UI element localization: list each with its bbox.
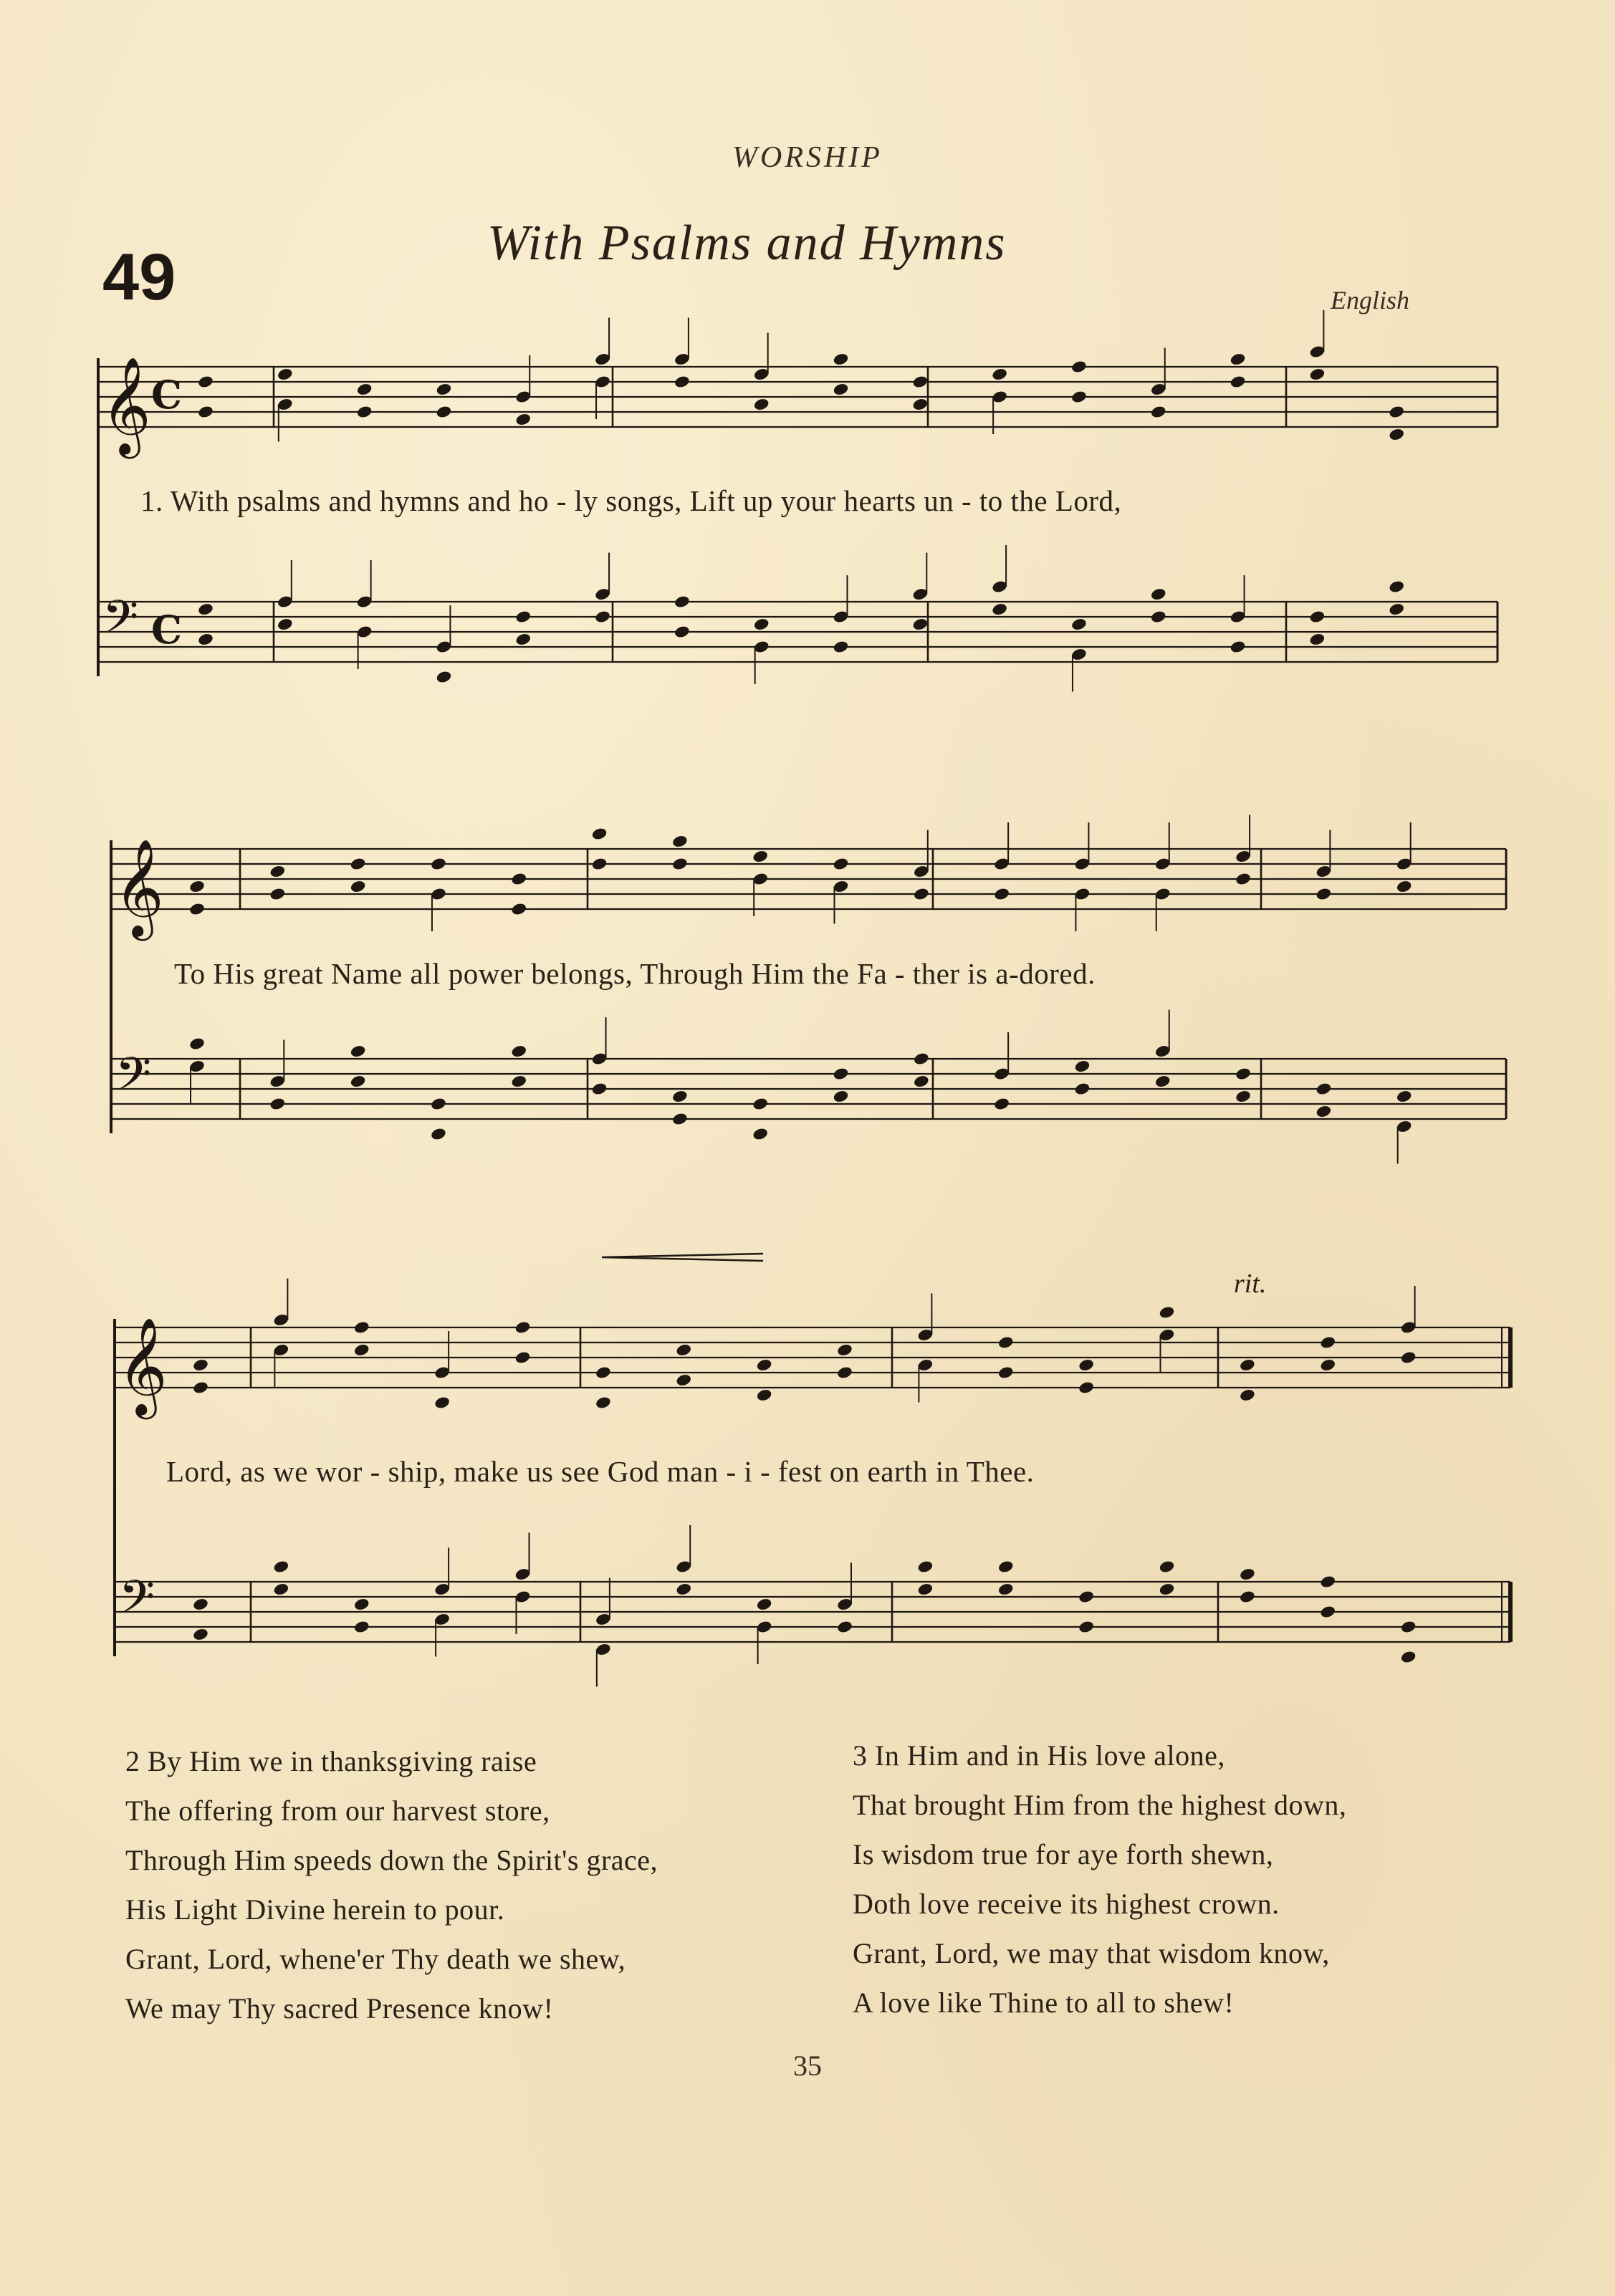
notehead (671, 1112, 689, 1126)
verse-line: Is wisdom true for aye forth shewn, (853, 1838, 1274, 1870)
notehead (1319, 1575, 1336, 1589)
notehead (1396, 880, 1413, 894)
notehead (752, 850, 769, 864)
notehead (1159, 1305, 1176, 1320)
notehead (197, 405, 214, 419)
notehead (510, 1044, 527, 1059)
notehead (1319, 1358, 1336, 1373)
notehead (269, 887, 287, 901)
notehead (1235, 1090, 1252, 1104)
notehead (1078, 1358, 1095, 1373)
notehead (1070, 390, 1088, 404)
notehead (353, 1620, 370, 1634)
notehead (1239, 1388, 1256, 1403)
notehead (1074, 1082, 1091, 1096)
notehead (269, 865, 287, 879)
notehead (353, 1320, 370, 1335)
notehead (912, 398, 929, 412)
notehead (1230, 375, 1247, 389)
notehead (1400, 1350, 1417, 1365)
notehead (591, 1082, 608, 1096)
lyric-line-2: To His great Name all power belongs, Through Him the Fa - ther is a-dored. (174, 957, 1096, 990)
verse-line: The offering from our harvest store, (125, 1795, 550, 1827)
notehead (993, 887, 1010, 901)
notehead (1235, 872, 1252, 886)
verse-line: Through Him speeds down the Spirit's grace, (125, 1844, 658, 1876)
notehead (1400, 1620, 1417, 1634)
notehead (1230, 640, 1247, 654)
notehead (991, 368, 1008, 382)
notehead (1388, 580, 1405, 594)
notehead (1159, 1560, 1176, 1574)
notehead (356, 383, 373, 397)
notehead (1319, 1605, 1336, 1619)
notehead (674, 375, 691, 389)
notehead (188, 880, 206, 894)
hairpin-icon (602, 1254, 763, 1261)
notehead (913, 887, 930, 901)
treble-clef-icon: 𝄞 (114, 837, 164, 936)
notehead (1388, 602, 1405, 617)
notehead (514, 1350, 532, 1365)
notehead (753, 398, 770, 412)
notehead (192, 1380, 209, 1395)
bass-clef-icon: 𝄢 (119, 1571, 155, 1635)
notehead (993, 1097, 1010, 1111)
notehead (997, 1335, 1015, 1350)
notehead (430, 1097, 447, 1111)
notehead (1316, 887, 1333, 901)
notehead (913, 1052, 930, 1066)
notehead (197, 375, 214, 389)
notehead (997, 1582, 1015, 1597)
notehead (1239, 1358, 1256, 1373)
notehead (436, 405, 453, 419)
verse-line: 2 By Him we in thanksgiving raise (125, 1745, 537, 1777)
verse-line: His Light Divine herein to pour. (125, 1893, 505, 1926)
tune-attribution: English (1331, 286, 1410, 314)
notehead (197, 602, 214, 617)
notehead (188, 1037, 206, 1051)
notehead (833, 640, 850, 654)
notehead (1150, 405, 1167, 419)
notehead (997, 1365, 1015, 1380)
notehead (1316, 1105, 1333, 1119)
notehead (912, 375, 929, 389)
verse-line: Grant, Lord, we may that wisdom know, (853, 1937, 1330, 1969)
notehead (353, 1343, 370, 1358)
notehead (912, 618, 929, 632)
notehead (1078, 1620, 1095, 1634)
notehead (436, 670, 453, 684)
notehead (674, 625, 691, 639)
time-signature-icon: C (151, 372, 182, 418)
verse-line: Doth love receive its highest crown. (853, 1888, 1280, 1920)
treble-clef-icon: 𝄞 (118, 1316, 168, 1415)
notehead (671, 1090, 689, 1104)
notehead (514, 633, 532, 647)
notehead (836, 1343, 853, 1358)
notehead (510, 902, 527, 916)
notehead (1309, 633, 1326, 647)
notehead (273, 1560, 290, 1574)
notehead (433, 1396, 451, 1410)
bass-clef-icon: 𝄢 (102, 591, 139, 655)
notehead (277, 618, 294, 632)
notehead (675, 1373, 692, 1388)
notehead (675, 1343, 692, 1358)
notehead (752, 1127, 769, 1141)
notehead (997, 1560, 1015, 1574)
notehead (752, 1097, 769, 1111)
notehead (436, 383, 453, 397)
notehead (197, 633, 214, 647)
notehead (1388, 428, 1405, 442)
notehead (514, 610, 532, 624)
notehead (1078, 1380, 1095, 1395)
notehead (671, 835, 689, 849)
notehead (1235, 1067, 1252, 1081)
notehead (1154, 1075, 1171, 1089)
notehead (430, 857, 447, 871)
notehead (1078, 1590, 1095, 1604)
notehead (1400, 1650, 1417, 1664)
notehead (591, 827, 608, 841)
notehead (833, 1090, 850, 1104)
notehead (756, 1358, 773, 1373)
hymn-title: With Psalms and Hymns (487, 216, 1007, 271)
notehead (350, 857, 367, 871)
notehead (1150, 587, 1167, 602)
notehead (188, 902, 206, 916)
notehead (833, 1067, 850, 1081)
time-signature-icon: C (151, 607, 182, 653)
notehead (674, 595, 691, 609)
verse-line: That brought Him from the highest down, (853, 1789, 1347, 1821)
notehead (836, 1365, 853, 1380)
notehead (1239, 1590, 1256, 1604)
notehead (836, 1620, 853, 1634)
notehead (917, 1560, 934, 1574)
bass-clef-icon: 𝄢 (115, 1048, 152, 1113)
notehead (1316, 1082, 1333, 1096)
notehead (1388, 405, 1405, 419)
notehead (833, 857, 850, 871)
notehead (833, 352, 850, 367)
notehead (192, 1628, 209, 1642)
notehead (350, 1075, 367, 1089)
notehead (756, 1598, 773, 1612)
notehead (671, 857, 689, 871)
notehead (1309, 610, 1326, 624)
notehead (353, 1598, 370, 1612)
notehead (350, 880, 367, 894)
notehead (1070, 360, 1088, 374)
notehead (753, 618, 770, 632)
notehead (1319, 1335, 1336, 1350)
ritardando-marking: rit. (1234, 1269, 1267, 1299)
notehead (192, 1598, 209, 1612)
notehead (833, 383, 850, 397)
notehead (595, 1365, 612, 1380)
verse-line: We may Thy sacred Presence know! (125, 1992, 554, 2024)
lyric-line-1: 1. With psalms and hymns and ho - ly songs, Lift up your hearts un - to the Lord, (140, 484, 1122, 517)
hymn-number: 49 (102, 241, 176, 314)
notehead (273, 1582, 290, 1597)
notehead (675, 1582, 692, 1597)
verse-2 (125, 1737, 828, 2033)
notehead (510, 1075, 527, 1089)
verse-3 (853, 1731, 1555, 2027)
notehead (1159, 1582, 1176, 1597)
section-heading: WORSHIP (732, 141, 883, 174)
notehead (1309, 368, 1326, 382)
notehead (356, 405, 373, 419)
notehead (514, 413, 532, 427)
verse-line: Grant, Lord, whene'er Thy death we shew, (125, 1943, 626, 1975)
treble-clef-icon: 𝄞 (101, 355, 151, 454)
notehead (1396, 1090, 1413, 1104)
notehead (350, 1044, 367, 1059)
lyric-line-3: Lord, as we wor - ship, make us see God man - i - fest on earth in Thee. (166, 1455, 1035, 1488)
notehead (991, 602, 1008, 617)
page-number: 35 (793, 2050, 822, 2082)
notehead (756, 1388, 773, 1403)
notehead (510, 872, 527, 886)
notehead (1239, 1567, 1256, 1582)
notehead (1230, 352, 1247, 367)
notehead (591, 857, 608, 871)
notehead (1070, 618, 1088, 632)
notehead (1074, 1060, 1091, 1074)
verse-line: A love like Thine to all to shew! (853, 1987, 1235, 2019)
verse-line: 3 In Him and in His love alone, (853, 1739, 1225, 1772)
notehead (269, 1097, 287, 1111)
notehead (595, 1396, 612, 1410)
notehead (192, 1358, 209, 1373)
notehead (917, 1582, 934, 1597)
notehead (1150, 610, 1167, 624)
notehead (913, 1075, 930, 1089)
notehead (594, 610, 611, 624)
notehead (277, 368, 294, 382)
notehead (430, 1127, 447, 1141)
notehead (514, 1320, 532, 1335)
